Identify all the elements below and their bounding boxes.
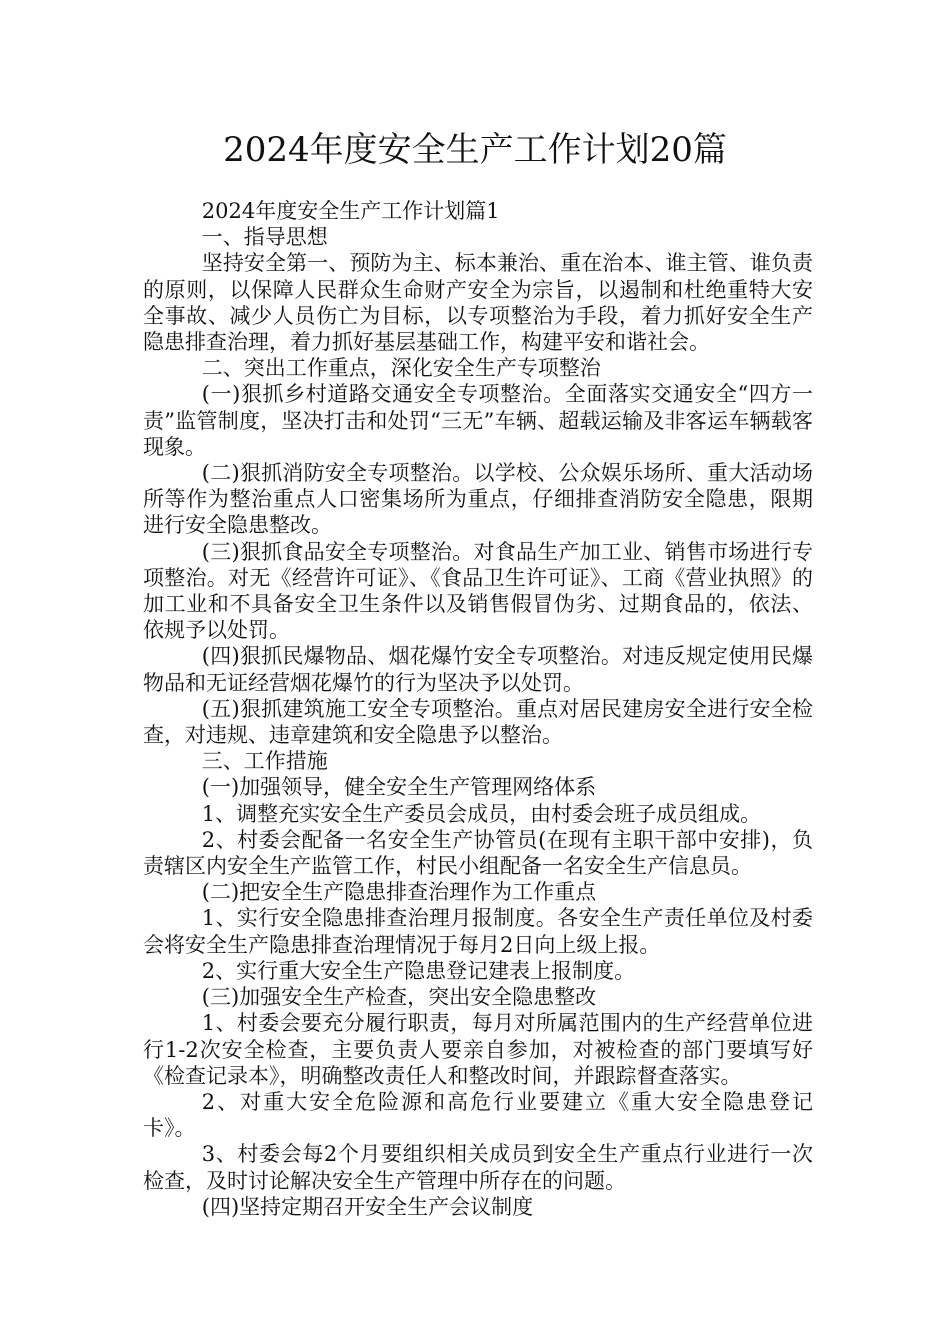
item-heading: (一)加强领导，健全安全生产管理网络体系	[201, 775, 597, 800]
subsection-heading: 一、指导思想	[201, 225, 328, 250]
list-item: 2、村委会配备一名安全生产协管员(在现有主职干部中安排)，负责辖区内安全生产监管工作，村民小组配备一名安全生产信息员。	[143, 827, 813, 879]
body-paragraph: (三)狠抓食品安全专项整治。对食品生产加工业、销售市场进行专项整治。对无《经营许可证》、《食品卫生许可证》、工商《营业执照》的加工业和不具备安全卫生条件以及销售假冒伪劣、过期食品的，依法、依规予以处罚。	[143, 539, 813, 643]
body-paragraph: (一)狠抓乡村道路交通安全专项整治。全面落实交通安全“四方一责”监管制度，坚决打击和处罚“三无”车辆、超载运输及非客运车辆载客现象。	[143, 382, 813, 459]
body-paragraph: 坚持安全第一、预防为主、标本兼治、重在治本、谁主管、谁负责的原则，以保障人民群众生命财产安全为宗旨，以遏制和杜绝重特大安全事故、减少人员伤亡为目标，以专项整治为手段，着力抓好安全生产隐患排查治理，着力抓好基层基础工作，构建平安和谐社会。	[143, 251, 813, 355]
list-item: 2、对重大安全危险源和高危行业要建立《重大安全隐患登记卡》。	[143, 1089, 813, 1141]
body-paragraph: (五)狠抓建筑施工安全专项整治。重点对居民建房安全进行安全检查，对违规、违章建筑和安全隐患予以整治。	[143, 696, 813, 748]
list-item: 1、实行安全隐患排查治理月报制度。各安全生产责任单位及村委会将安全生产隐患排查治理情况于每月2日向上级上报。	[143, 906, 813, 957]
body-paragraph: (四)狠抓民爆物品、烟花爆竹安全专项整治。对违反规定使用民爆物品和无证经营烟花爆竹的行为坚决予以处罚。	[143, 644, 813, 695]
item-heading: (四)坚持定期召开安全生产会议制度	[201, 1194, 534, 1219]
subsection-heading: 二、突出工作重点，深化安全生产专项整治	[201, 356, 601, 381]
list-item: 1、调整充实安全生产委员会成员，由村委会班子成员组成。	[201, 801, 762, 826]
document-body	[143, 198, 813, 1220]
document-title: 2024年度安全生产工作计划20篇	[223, 130, 727, 170]
list-item: 2、实行重大安全生产隐患登记建表上报制度。	[201, 958, 636, 983]
list-item: 3、村委会每2个月要组织相关成员到安全生产重点行业进行一次检查，及时讨论解决安全生产管理中所存在的问题。	[143, 1142, 813, 1193]
list-item: 1、村委会要充分履行职责，每月对所属范围内的生产经营单位进行1-2次安全检查，主要负责人要亲自参加，对被检查的部门要填写好《检查记录本》，明确整改责任人和整改时间，并跟踪督查落实。	[143, 1011, 813, 1088]
subsection-heading: 三、工作措施	[201, 749, 328, 774]
item-heading: (三)加强安全生产检查，突出安全隐患整改	[201, 985, 597, 1010]
body-paragraph: (二)狠抓消防安全专项整治。以学校、公众娱乐场所、重大活动场所等作为整治重点人口密集场所为重点，仔细排查消防安全隐患，限期进行安全隐患整改。	[143, 461, 813, 538]
section-heading: 2024年度安全生产工作计划篇1	[201, 199, 500, 223]
item-heading: (二)把安全生产隐患排查治理作为工作重点	[201, 880, 597, 905]
